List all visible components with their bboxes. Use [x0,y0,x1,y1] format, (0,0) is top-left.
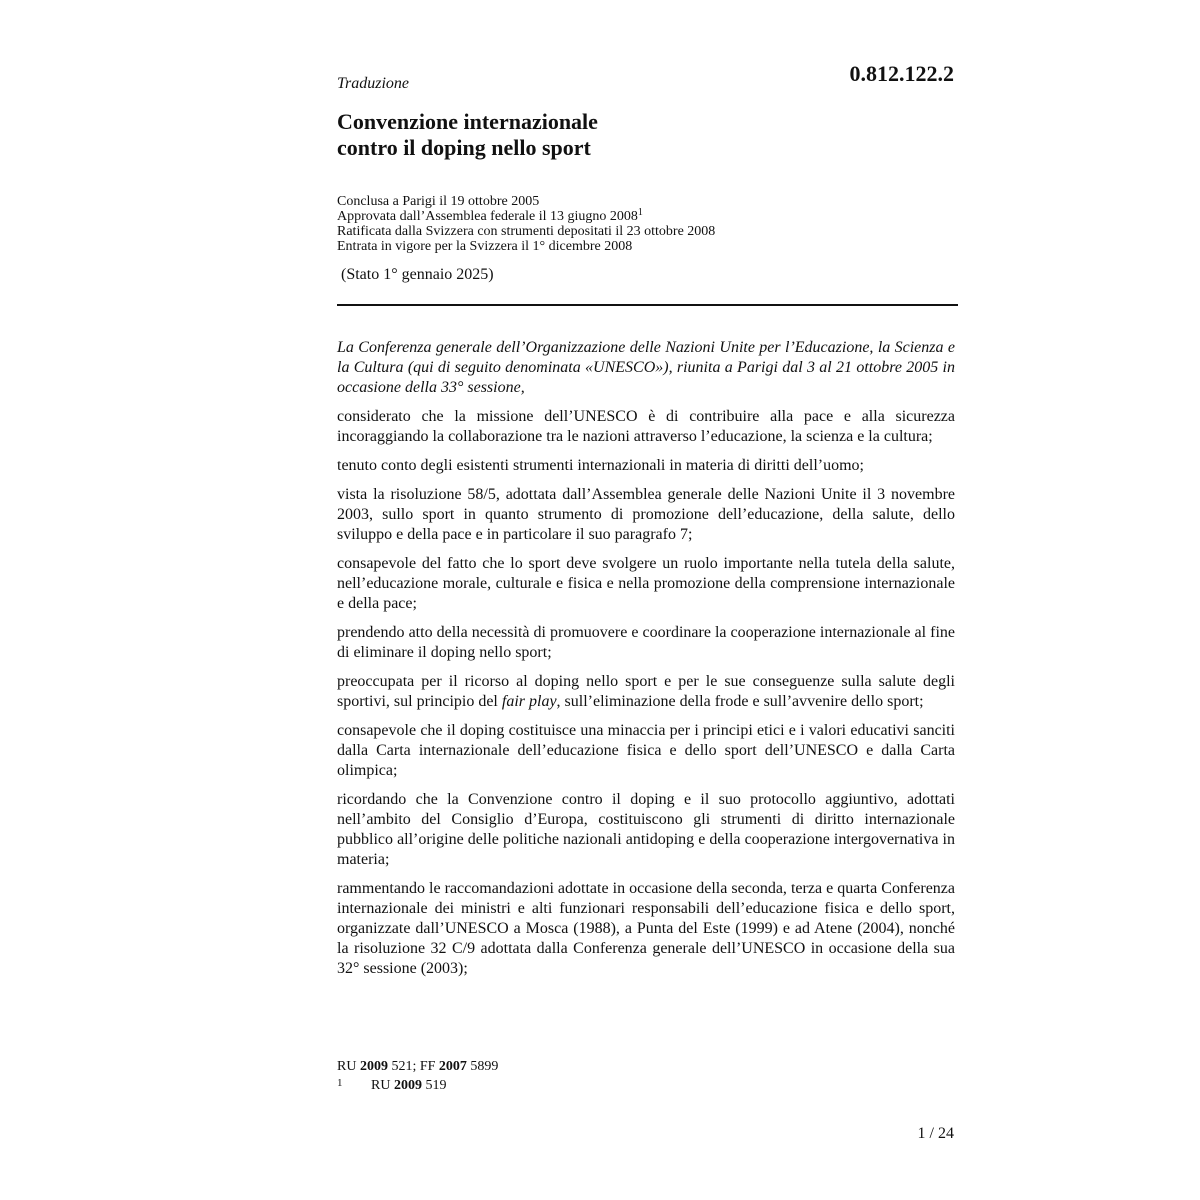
preamble-paragraph: consapevole del fatto che lo sport deve svolgere un ruolo importante nella tutela della salute, nell’educazione morale, culturale e fisica e nella promozione della comprensione internazionale e della pace; [337,555,955,612]
fair-play-term: fair play [501,693,557,710]
preamble [337,338,955,988]
p6-text-before: preoccupata per il ricorso al doping nello sport e per le sue conseguenze sulla salute degli sportivi, sul principio del [337,673,955,710]
ff-year: 2007 [438,1059,467,1074]
preamble-paragraph [337,672,955,712]
meta-block [337,194,957,254]
header-divider [337,304,958,306]
ru-page: 521; FF [391,1059,436,1074]
preamble-paragraph: considerato che la missione dell’UNESCO è di contribuire alla pace e alla sicurezza incoraggiando la collaborazione tra le nazioni attraverso l’educazione, la scienza e la cultura; [337,408,955,445]
document-title [337,109,598,161]
p6-text-after: , sull’eliminazione della frode e sull’avvenire dello sport; [556,693,924,710]
ff-page: 5899 [470,1059,499,1074]
footnote-number: 1 [337,1077,343,1089]
ru-prefix: RU [337,1059,357,1074]
preamble-paragraph: consapevole che il doping costituisce una minaccia per i principi etici e i valori educativi sanciti dalla Carta internazionale dell’educazione fisica e dello sport dell’UNESCO e dalla Carta olimpica; [337,722,955,779]
preamble-intro: La Conferenza generale dell’Organizzazione delle Nazioni Unite per l’Educazione, la Scienza e la Cultura (qui di seguito denominata «UNESCO»), riunita a Parigi dal 3 al 21 ottobre 2005 in occasione della 33° sessione, [337,339,955,396]
preamble-paragraph: prendendo atto della necessità di promuovere e coordinare la cooperazione internazionale al fine di eliminare il doping nello sport; [337,624,955,661]
approved-line: Approvata dall’Assemblea federale il 13 giugno 2008 [337,209,638,224]
translation-label: Traduzione [337,75,410,92]
fn-prefix: RU [371,1078,391,1093]
title-line-1: Convenzione internazionale [337,109,598,134]
preamble-paragraph: rammentando le raccomandazioni adottate in occasione della seconda, terza e quarta Conferenza internazionale dei ministri e alti funzionari responsabili dell’educazione fisica e dello sport, organizzate dall’UNESCO a Mosca (1988), a Punta del Este (1999) e ad Atene (2004), nonché la risoluzione 32 C/9 adottata dalla Conferenza generale dell’UNESCO in occasione della sua 32° sessione (2003); [337,880,955,977]
status-line: (Stato 1° gennaio 2025) [341,266,494,283]
preamble-paragraph: ricordando che la Convenzione contro il doping e il suo protocollo aggiuntivo, adottati nell’ambito del Consiglio d’Europa, costituiscono gli strumenti di diritto internazionale pubblico all’origine delle politiche nazionali antidoping e della cooperazione intergovernativa in materia; [337,791,955,868]
ru-year: 2009 [359,1059,388,1074]
concluded-line: Conclusa a Parigi il 19 ottobre 2005 [337,194,540,209]
ratified-line: Ratificata dalla Svizzera con strumenti depositati il 23 ottobre 2008 [337,224,716,239]
title-line-2: contro il doping nello sport [337,135,591,160]
preamble-paragraph: vista la risoluzione 58/5, adottata dall’Assemblea generale delle Nazioni Unite il 3 novembre 2003, sullo sport in quanto strumento di promozione dell’educazione, della salute, dello sviluppo e della pace e in particolare il suo paragrafo 7; [337,486,955,543]
fn-year: 2009 [393,1078,422,1093]
footnote-ref-1[interactable]: 1 [637,207,643,218]
official-compilation-ref [337,1058,498,1075]
fn-page: 519 [425,1078,447,1093]
page-number: 1 / 24 [917,1125,954,1142]
sr-number: 0.812.122.2 [849,61,954,86]
footnote-1 [337,1075,498,1094]
footer-references [337,1058,498,1094]
approved-line-wrap [337,209,957,224]
preamble-paragraph: tenuto conto degli esistenti strumenti internazionali in materia di diritti dell’uomo; [337,457,864,474]
in-force-line: Entrata in vigore per la Svizzera il 1° dicembre 2008 [337,239,633,254]
